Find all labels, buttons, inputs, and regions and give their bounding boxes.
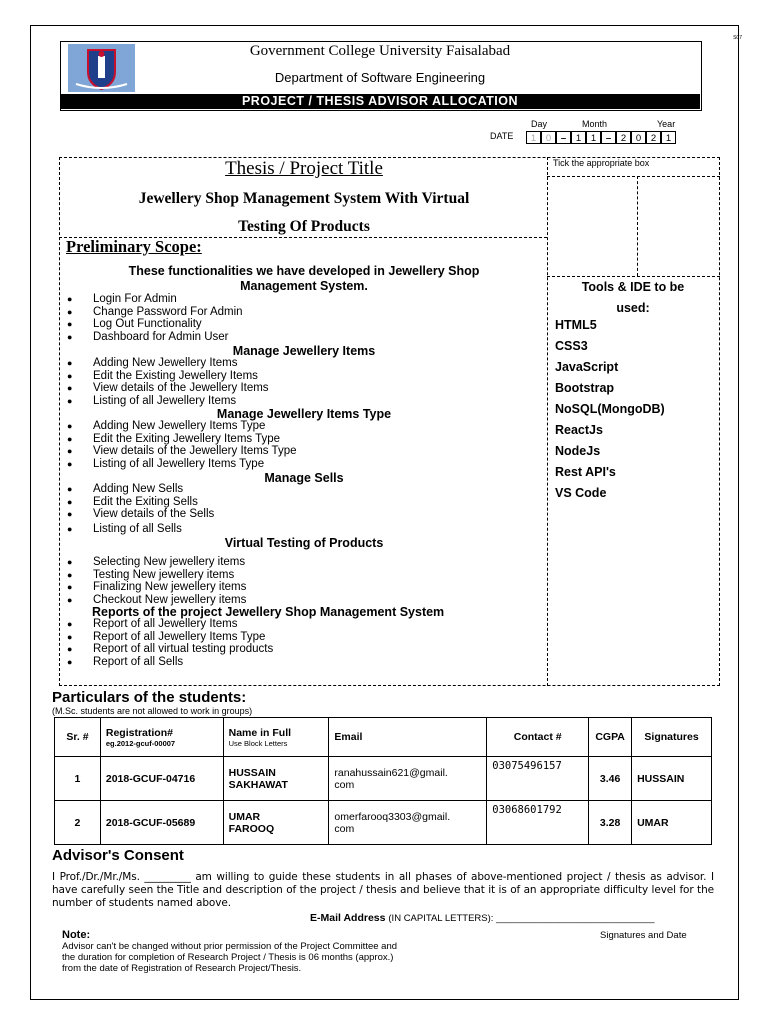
date-year-digit-1[interactable]: 2 bbox=[616, 131, 631, 144]
list-item: ● Report of all Sells bbox=[67, 656, 273, 669]
virtual-list bbox=[67, 556, 246, 606]
cell-registration: 2018-GCUF-04716 bbox=[100, 757, 223, 801]
header-registration bbox=[100, 718, 223, 757]
list-item: ● Edit the Exiting Sells bbox=[67, 496, 214, 509]
note-heading: Note: bbox=[62, 929, 91, 941]
date-year-digit-4[interactable]: 1 bbox=[661, 131, 676, 144]
document-code: S07 bbox=[733, 35, 742, 41]
department-name: Department of Software Engineering bbox=[274, 70, 486, 85]
list-item: ● Listing of all Jewellery Items Type bbox=[67, 458, 296, 471]
date-label: DATE bbox=[490, 131, 514, 141]
tool-item: NodeJs bbox=[555, 444, 601, 458]
tools-heading-line1: Tools & IDE to be bbox=[581, 280, 685, 294]
scope-intro-line1: These functionalities we have developed in Jewellery Shop bbox=[128, 264, 480, 278]
scope-heading: Preliminary Scope: bbox=[66, 237, 202, 256]
cell-name-line1: UMAR bbox=[228, 810, 261, 823]
cell-name-line2: FAROOQ bbox=[228, 822, 275, 835]
header-sr: Sr. # bbox=[55, 718, 101, 757]
list-item: ● Selecting New jewellery items bbox=[67, 556, 246, 569]
table-row bbox=[55, 757, 712, 801]
cell-cgpa: 3.46 bbox=[589, 757, 632, 801]
list-item: ● Listing of all Sells bbox=[67, 523, 214, 536]
tool-item: Bootstrap bbox=[555, 381, 615, 395]
sells-list bbox=[67, 483, 214, 535]
university-name: Government College University Faisalabad bbox=[249, 43, 511, 59]
virtual-heading: Virtual Testing of Products bbox=[224, 536, 384, 550]
students-note: (M.Sc. students are not allowed to work in groups) bbox=[52, 706, 253, 716]
list-item: ● Adding New Jewellery Items Type bbox=[67, 420, 296, 433]
note-text: Advisor can't be changed without prior permission of the Project Committee and the duration for completion of Research Project / Thesis is 06 months (approx.) from the date of Registration of Research Project/Thesis. bbox=[62, 941, 398, 974]
month-label: Month bbox=[582, 119, 608, 129]
tool-item: CSS3 bbox=[555, 339, 588, 353]
header-name-label: Name in Full bbox=[228, 726, 292, 739]
list-item: ● Listing of all Jewellery Items bbox=[67, 395, 269, 408]
date-year-digit-2[interactable]: 0 bbox=[631, 131, 646, 144]
list-item: ● Edit the Existing Jewellery Items bbox=[67, 370, 269, 383]
items-heading: Manage Jewellery Items bbox=[232, 344, 376, 358]
tool-item: Rest API's bbox=[555, 465, 616, 479]
list-item: ● Change Password For Admin bbox=[67, 306, 243, 319]
tools-heading-line2: used: bbox=[616, 301, 650, 315]
students-table bbox=[54, 717, 712, 845]
header-name-hint: Use Block Letters bbox=[228, 738, 288, 748]
date-month-digit-2[interactable]: 1 bbox=[586, 131, 601, 144]
cell-sr: 2 bbox=[55, 801, 101, 845]
form-banner: PROJECT / THESIS ADVISOR ALLOCATION bbox=[60, 94, 700, 109]
header-cgpa: CGPA bbox=[589, 718, 632, 757]
tick-box-right[interactable] bbox=[638, 177, 719, 275]
table-header-row bbox=[55, 718, 712, 757]
header-signatures: Signatures bbox=[632, 718, 712, 757]
cell-name bbox=[223, 801, 329, 845]
cell-email-line1: ranahussain621@gmail. bbox=[334, 766, 448, 779]
list-item: ● View details of the Jewellery Items bbox=[67, 382, 269, 395]
day-label: Day bbox=[531, 119, 548, 129]
cell-name-line1: HUSSAIN bbox=[228, 766, 276, 779]
tick-box-label: Tick the appropriate box bbox=[553, 158, 650, 168]
advisor-consent-heading: Advisor's Consent bbox=[52, 847, 184, 864]
header-contact: Contact # bbox=[487, 718, 589, 757]
list-item: ● Adding New Jewellery Items bbox=[67, 357, 269, 370]
cell-cgpa: 3.28 bbox=[589, 801, 632, 845]
tool-item: VS Code bbox=[555, 486, 607, 500]
list-item: ● Testing New jewellery items bbox=[67, 569, 246, 582]
tools-list bbox=[555, 315, 665, 504]
project-title-line1: Jewellery Shop Management System With Virtual bbox=[138, 190, 470, 207]
header-registration-label: Registration# bbox=[105, 726, 173, 739]
header-registration-example: eg.2012-gcuf-00007 bbox=[105, 738, 176, 748]
list-item: ● Login For Admin bbox=[67, 293, 243, 306]
tools-heading bbox=[548, 277, 718, 319]
cell-sr: 1 bbox=[55, 757, 101, 801]
date-month-digit-1[interactable]: 1 bbox=[571, 131, 586, 144]
list-item: ● View details of the Sells bbox=[67, 508, 214, 521]
consent-text: I Prof./Dr./Mr./Ms. _________ am willing to guide these students in all phases of above-mentioned project / thesis as advisor. I have carefully seen the Title and description of the project / thesis and believe that it is of an appropriate difficulty level for the number of students named above. bbox=[52, 871, 714, 909]
cell-registration: 2018-GCUF-05689 bbox=[100, 801, 223, 845]
admin-list bbox=[67, 293, 243, 343]
date-day-digit-1[interactable]: 1 bbox=[526, 131, 541, 144]
email-label: E-Mail Address bbox=[310, 912, 386, 924]
cell-email bbox=[329, 801, 487, 845]
reports-list bbox=[67, 618, 273, 668]
date-day-digit-2[interactable]: 0 bbox=[541, 131, 556, 144]
date-separator: – bbox=[601, 131, 616, 144]
email-address-line[interactable] bbox=[310, 912, 655, 924]
cell-email-line2: com bbox=[334, 822, 355, 835]
signatures-date-label: Signatures and Date bbox=[600, 930, 687, 941]
tick-box-left[interactable] bbox=[548, 177, 636, 275]
header-name bbox=[223, 718, 329, 757]
cell-contact: 03075496157 bbox=[487, 757, 589, 801]
project-title-line2: Testing Of Products bbox=[238, 218, 370, 235]
students-heading: Particulars of the students: bbox=[52, 689, 247, 706]
list-item: ● Report of all virtual testing products bbox=[67, 643, 273, 656]
tool-item: HTML5 bbox=[555, 318, 597, 332]
list-item: ● View details of the Jewellery Items Type bbox=[67, 445, 296, 458]
tool-item: ReactJs bbox=[555, 423, 603, 437]
sells-heading: Manage Sells bbox=[264, 471, 344, 485]
tool-item: JavaScript bbox=[555, 360, 619, 374]
thesis-title-heading: Thesis / Project Title bbox=[225, 158, 383, 179]
cell-email-line1: omerfarooq3303@gmail. bbox=[334, 810, 451, 823]
tool-item: NoSQL(MongoDB) bbox=[555, 402, 665, 416]
items-list bbox=[67, 357, 269, 407]
date-year-digit-3[interactable]: 2 bbox=[646, 131, 661, 144]
list-item: ● Edit the Exiting Jewellery Items Type bbox=[67, 433, 296, 446]
reports-heading: Reports of the project Jewellery Shop Management System bbox=[92, 605, 445, 619]
cell-signature: UMAR bbox=[632, 801, 712, 845]
scope-intro-line2: Management System. bbox=[240, 279, 368, 293]
cell-email bbox=[329, 757, 487, 801]
header-email: Email bbox=[329, 718, 487, 757]
types-list bbox=[67, 420, 296, 470]
cell-email-line2: com bbox=[334, 778, 355, 791]
types-heading: Manage Jewellery Items Type bbox=[216, 407, 392, 421]
cell-contact: 03068601792 bbox=[487, 801, 589, 845]
list-item: ● Report of all Jewellery Items bbox=[67, 618, 273, 631]
email-note: (IN CAPITAL LETTERS): ______________________________ bbox=[388, 913, 655, 924]
cell-name-line2: SAKHAWAT bbox=[228, 778, 288, 791]
cell-name bbox=[223, 757, 329, 801]
list-item: ● Report of all Jewellery Items Type bbox=[67, 631, 273, 644]
cell-signature: HUSSAIN bbox=[632, 757, 712, 801]
list-item: ● Adding New Sells bbox=[67, 483, 214, 496]
date-separator: – bbox=[556, 131, 571, 144]
list-item: ● Log Out Functionality bbox=[67, 318, 243, 331]
list-item: ● Checkout New jewellery items bbox=[67, 594, 246, 607]
list-item: ● Finalizing New jewellery items bbox=[67, 581, 246, 594]
year-label: Year bbox=[657, 119, 676, 129]
list-item: ● Dashboard for Admin User bbox=[67, 331, 243, 344]
table-row bbox=[55, 801, 712, 845]
